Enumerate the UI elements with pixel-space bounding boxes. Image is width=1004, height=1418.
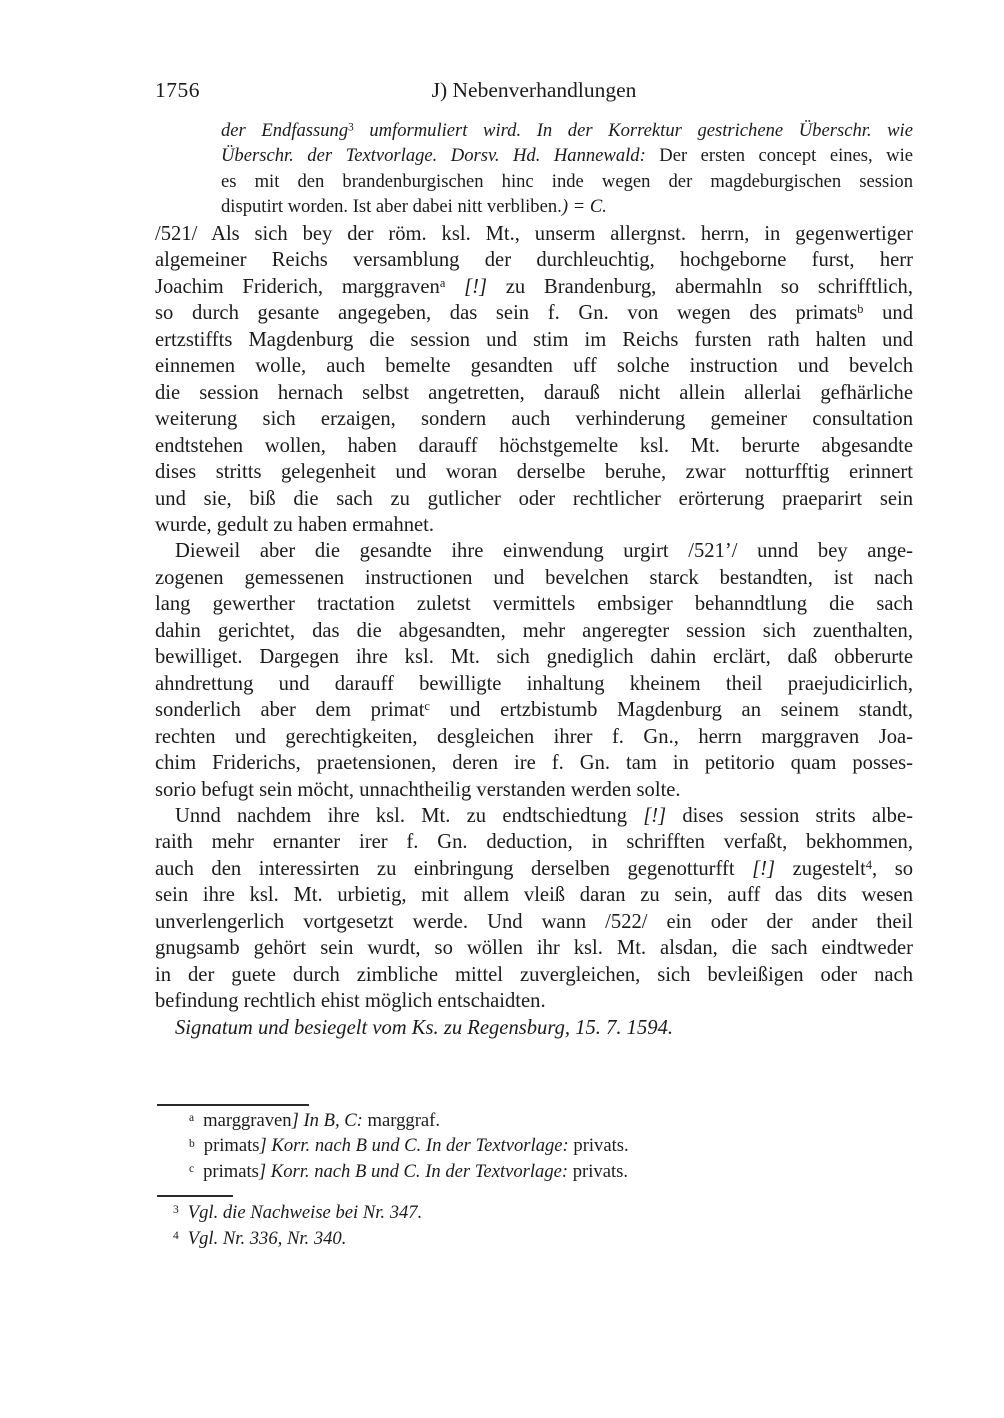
- text-segment: algemeiner Reichs versamblung der durchleuchtig, hochgeborne furst, herr: [155, 249, 913, 272]
- footnote-entry: [155, 1200, 913, 1226]
- text-line: [155, 406, 913, 432]
- text-segment: dises session strits albe-: [666, 804, 913, 827]
- text-line: [155, 618, 913, 644]
- text-line: [155, 538, 913, 564]
- apparatus-entry: [155, 1108, 913, 1133]
- text-segment: die session hernach selbst angetretten, darauß nicht allein allerlai gefhärliche: [155, 381, 913, 404]
- text-line: [155, 274, 913, 300]
- text-segment: dahin gerichtet, das die abgesandten, mehr angeregter session sich zuenthalten,: [155, 619, 913, 642]
- text-segment: ] Korr. nach B und C. In der Textvorlage:: [258, 1160, 569, 1182]
- text-line: [155, 803, 913, 829]
- text-line: [221, 169, 913, 194]
- apparatus-entry: [155, 1159, 913, 1184]
- text-line: [155, 247, 913, 273]
- text-line: [155, 1015, 913, 1041]
- text-segment: umformuliert wird. In der Korrektur gestrichene Überschr. wie: [353, 120, 913, 141]
- text-line: [155, 856, 913, 882]
- body-paragraph: [155, 221, 913, 538]
- text-segment: privats.: [568, 1160, 629, 1182]
- text-segment: einnemen wolle, auch bemelte gesandten uff solche instruction und bevelch: [155, 355, 913, 378]
- text-line: [155, 671, 913, 697]
- text-segment: primats: [203, 1160, 259, 1182]
- text-segment: Vgl. Nr. 336, Nr. 340.: [187, 1228, 347, 1249]
- text-line: [221, 118, 913, 143]
- footnotes: [155, 1200, 913, 1252]
- footnote-marker: 3: [173, 1204, 179, 1217]
- text-segment: unverlengerlich vortgesetzt werde. Und wann /522/ ein oder der ander theil: [155, 910, 913, 933]
- text-segment: und sie, biß die sach zu gutlicher oder rechtlicher erörterung praeparirt sein: [155, 487, 913, 510]
- text-segment: und ertzbistumb Magdenburg an seinem standt,: [429, 699, 913, 722]
- text-segment: rechten und gerechtigkeiten, desgleichen ihrer f. Gn., herrn marggraven Joa-: [155, 725, 913, 748]
- text-segment: [445, 276, 464, 298]
- text-segment: /521/ Als sich bey der röm. ksl. Mt., unserm allergnst. herrn, in gegenwertiger: [155, 223, 913, 245]
- note-reference: 4: [865, 857, 872, 872]
- text-segment: [!]: [464, 275, 487, 298]
- text-segment: ertzstiffts Magdenburg die session und stim im Reichs fursten rath halten und: [155, 328, 913, 351]
- text-line: [221, 194, 913, 219]
- text-line: [155, 724, 913, 750]
- text-line: [155, 327, 913, 353]
- text-segment: primats: [203, 1135, 260, 1157]
- text-segment: Vgl. die Nachweise bei Nr. 347.: [187, 1202, 423, 1223]
- text-segment: lang gewerther tractation zuletst vermittels embsiger behanndtlung die sach: [155, 593, 913, 616]
- note-reference: b: [857, 302, 864, 317]
- text-segment: zugestelt: [775, 857, 866, 880]
- text-segment: ahndrettung und darauff bewilligte inhaltung kheinem theil praejudicirlich,: [155, 672, 913, 695]
- text-line: [155, 697, 913, 723]
- text-line: [155, 777, 913, 803]
- text-line: [155, 459, 913, 485]
- note-reference: c: [424, 699, 430, 714]
- text-segment: in der guete durch zimbliche mittel zuvergleichen, sich bevleißigen oder nach: [155, 963, 913, 986]
- text-segment: disputirt worden. Ist aber dabei nitt verbliben.: [221, 196, 562, 218]
- text-segment: raith mehr ernanter irer f. Gn. deduction, in schrifften verfaßt, bekhommen,: [155, 831, 913, 854]
- text-segment: zogenen gemessenen instructionen und bevelchen starck bestandten, ist nach: [155, 566, 913, 589]
- text-segment: ] In B, C:: [291, 1110, 363, 1131]
- text-segment: sonderlich aber dem primat: [155, 699, 425, 722]
- apparatus-rule: [157, 1104, 309, 1106]
- text-segment: privats.: [568, 1135, 629, 1157]
- note-reference: a: [439, 275, 446, 290]
- text-segment: endtstehen wollen, haben darauff höchstgemelte ksl. Mt. berurte abgesandte: [155, 434, 913, 457]
- text-segment: ) = C.: [561, 196, 607, 218]
- signature-line: [155, 1015, 913, 1041]
- text-line: [155, 935, 913, 961]
- text-segment: marggraven: [203, 1110, 292, 1131]
- text-line: [155, 221, 913, 247]
- text-segment: sorio befugt sein möcht, unnachtheilig verstanden werden solte.: [155, 778, 681, 801]
- text-segment: bewilliget. Dargegen ihre ksl. Mt. sich gnediglich dahin erclärt, daß obberurte: [155, 646, 913, 669]
- text-segment: auch den interessirten zu einbringung derselben gegenotturfft: [155, 857, 753, 880]
- text-line: [155, 750, 913, 776]
- text-segment: es mit den brandenburgischen hinc inde wegen der magdeburgischen session: [221, 170, 913, 192]
- text-segment: und: [863, 302, 913, 325]
- text-line: [155, 909, 913, 935]
- text-segment: sein ihre ksl. Mt. urbietig, mit allem vleiß daran zu sein, auff das dits wesen: [155, 884, 913, 907]
- body-text: [155, 221, 913, 1041]
- body-paragraph: [155, 538, 913, 803]
- text-segment: zu Brandenburg, abermahln so schrifftlich,: [487, 275, 913, 298]
- page-number: 1756: [155, 78, 200, 102]
- text-segment: so durch gesante angegeben, das sein f. Gn. von wegen des primats: [155, 302, 858, 325]
- editorial-headnote: [221, 118, 913, 220]
- page-header: [155, 78, 913, 108]
- text-line: [155, 988, 913, 1014]
- footnote-marker: a: [189, 1112, 195, 1125]
- text-line: [221, 143, 913, 168]
- text-segment: , so: [872, 857, 914, 880]
- footnote-rule: [157, 1195, 233, 1197]
- text-segment: ] Korr. nach B und C. In der Textvorlage:: [259, 1135, 569, 1157]
- text-segment: weiterung sich erzaigen, sondern auch verhinderung gemeiner consultation: [155, 408, 913, 431]
- text-line: [155, 644, 913, 670]
- text-segment: der Endfassung: [221, 120, 349, 141]
- body-paragraph: [155, 803, 913, 1015]
- text-line: [155, 512, 913, 538]
- footnote-marker: c: [189, 1162, 195, 1175]
- text-segment: befindung rechtlich ehist möglich entschaidten.: [155, 990, 546, 1013]
- footnote-marker: 4: [173, 1230, 179, 1243]
- text-segment: marggraf.: [362, 1110, 440, 1131]
- footnote-marker: b: [189, 1137, 195, 1150]
- text-segment: dises stritts gelegenheit und woran derselbe beruhe, zwar notturfftig erinnert: [155, 461, 913, 484]
- text-segment: Der ersten concept eines, wie: [659, 145, 913, 167]
- text-segment: gnugsamb gehört sein wurdt, so wöllen ihr ksl. Mt. alsdan, die sach eindtweder: [155, 937, 913, 960]
- text-segment: Überschr. der Textvorlage. Dorsv. Hd. Hannewald:: [221, 145, 660, 167]
- text-line: [155, 962, 913, 988]
- note-reference: 3: [348, 121, 354, 134]
- text-segment: chim Friderichs, praetensionen, deren ire f. Gn. tam in petitorio quam posses-: [155, 752, 913, 775]
- text-line: [155, 300, 913, 326]
- text-line: [155, 433, 913, 459]
- text-line: [155, 380, 913, 406]
- text-line: [155, 565, 913, 591]
- text-line: [155, 353, 913, 379]
- text-segment: [!]: [643, 804, 667, 827]
- critical-apparatus: [155, 1108, 913, 1184]
- text-line: [155, 829, 913, 855]
- text-line: [155, 882, 913, 908]
- text-segment: Signatum und besiegelt vom Ks. zu Regensburg, 15. 7. 1594.: [175, 1016, 674, 1039]
- text-line: [155, 591, 913, 617]
- text-segment: Dieweil aber die gesandte ihre einwendung urgirt /521’/ unnd bey ange-: [175, 540, 913, 563]
- text-segment: [!]: [752, 857, 776, 880]
- footnote-entry: [155, 1226, 913, 1252]
- text-line: [155, 486, 913, 512]
- running-head: J) Nebenverhandlungen: [431, 78, 637, 102]
- text-segment: wurde, gedult zu haben ermahnet.: [155, 513, 435, 536]
- text-segment: Joachim Friderich, marggraven: [155, 275, 440, 298]
- text-segment: Unnd nachdem ihre ksl. Mt. zu endtschiedtung: [175, 804, 644, 827]
- apparatus-entry: [155, 1133, 913, 1158]
